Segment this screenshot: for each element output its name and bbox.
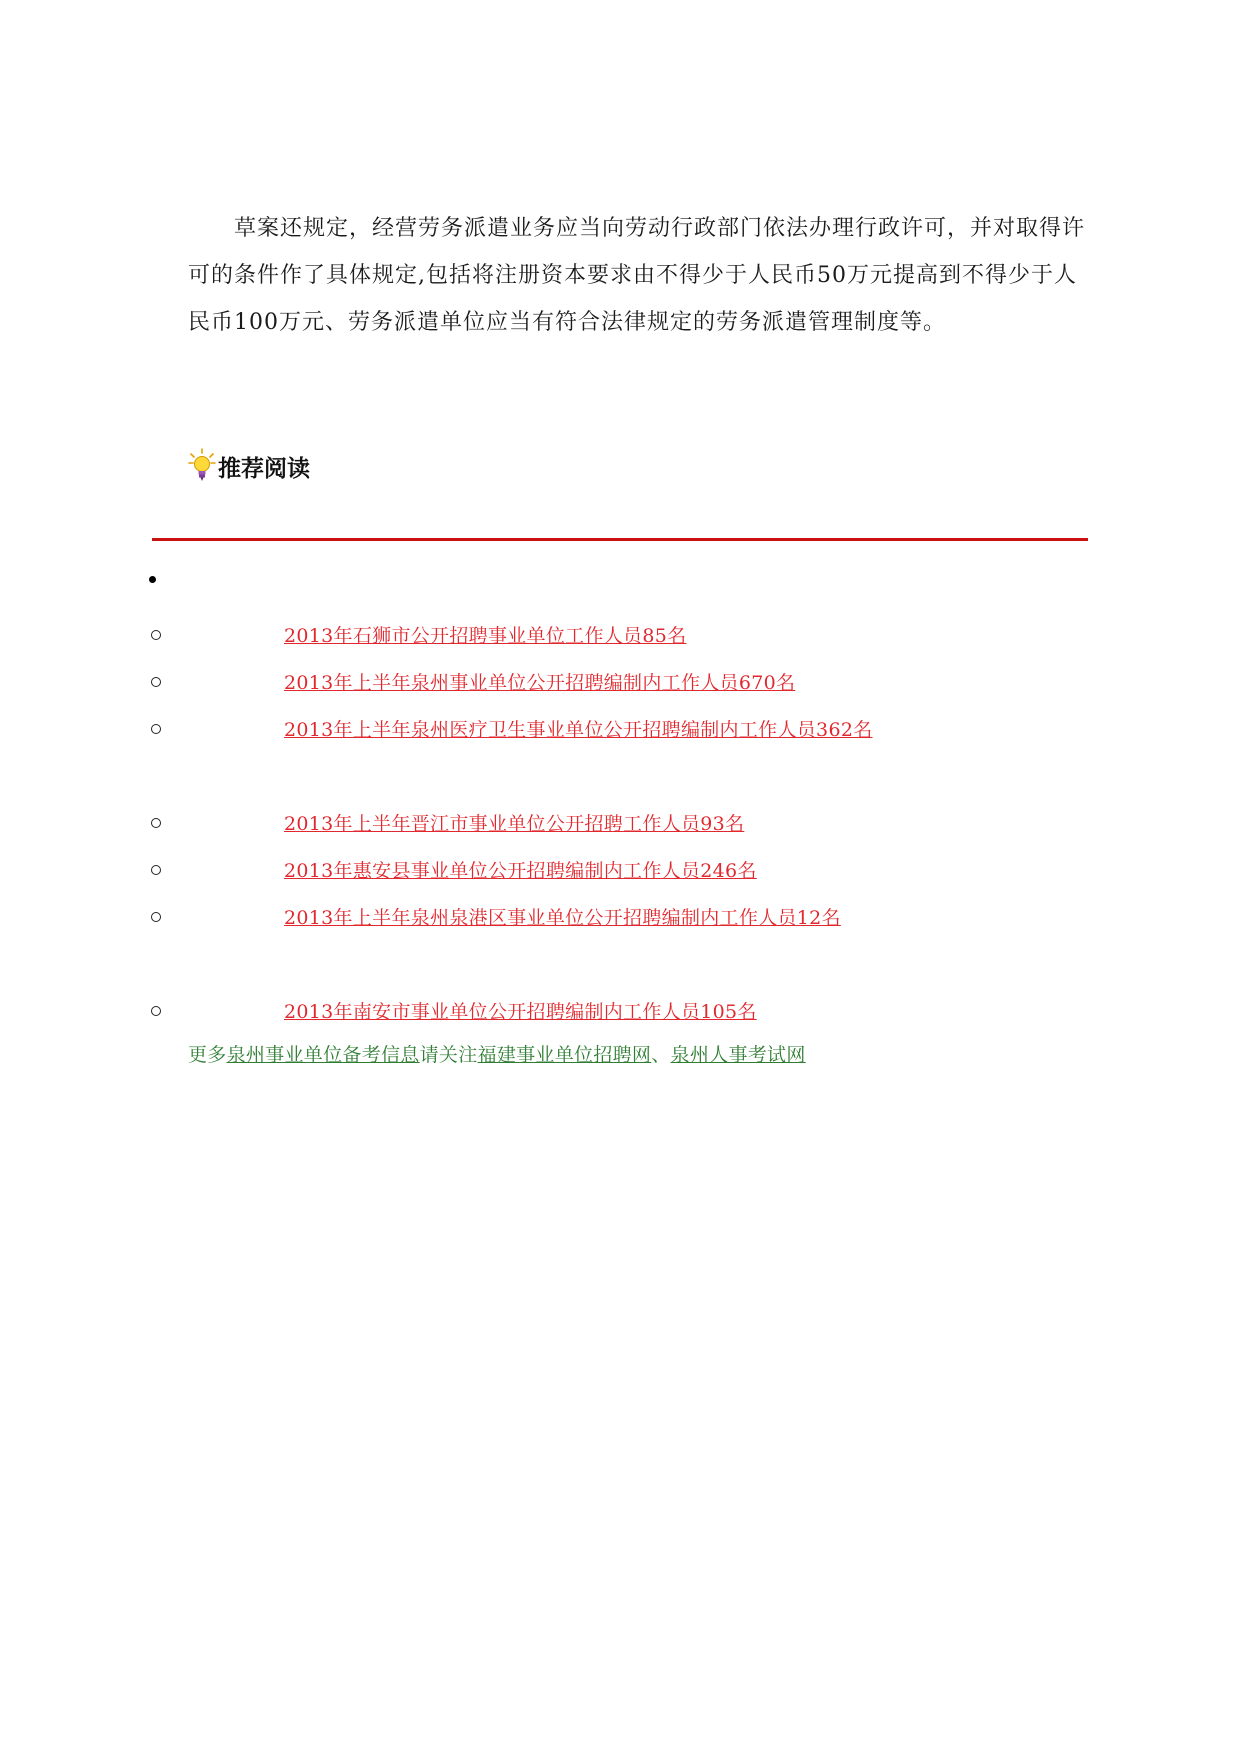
news-link-nanan[interactable]: 2013年南安市事业单位公开招聘编制内工作人员105名 — [284, 1001, 757, 1023]
circle-bullet-icon — [151, 1006, 161, 1016]
list-item — [0, 903, 1100, 933]
more-prefix: 更多 — [188, 1044, 227, 1066]
link-fujian-recruit-site[interactable]: 福建事业单位招聘网 — [477, 1044, 652, 1066]
recommend-heading — [188, 448, 310, 484]
circle-bullet-icon — [151, 865, 161, 875]
circle-bullet-icon — [151, 818, 161, 828]
more-info-line — [188, 1040, 806, 1067]
list-item — [0, 856, 1100, 886]
link-quanzhou-exam-info[interactable]: 泉州事业单位备考信息 — [226, 1044, 420, 1066]
news-link-quangang[interactable]: 2013年上半年泉州泉港区事业单位公开招聘编制内工作人员12名 — [284, 907, 841, 929]
news-link-huian[interactable]: 2013年惠安县事业单位公开招聘编制内工作人员246名 — [284, 860, 757, 882]
list-item — [0, 809, 1100, 839]
list-item — [0, 621, 1100, 651]
recommend-title: 推荐阅读 — [218, 455, 310, 482]
list-item — [0, 715, 1100, 745]
news-link-quanzhou-medical[interactable]: 2013年上半年泉州医疗卫生事业单位公开招聘编制内工作人员362名 — [284, 719, 873, 741]
article-paragraph: 草案还规定，经营劳务派遣业务应当向劳动行政部门依法办理行政许可，并对取得许可的条件作了具体规定,包括将注册资本要求由不得少于人民币50万元提高到不得少于人民币100万元、劳务派遣单位应当有符合法律规定的劳务派遣管理制度等。 — [188, 216, 1086, 335]
more-middle: 请关注 — [419, 1044, 478, 1066]
more-separator: 、 — [651, 1044, 671, 1066]
news-link-jinjiang[interactable]: 2013年上半年晋江市事业单位公开招聘工作人员93名 — [284, 813, 745, 835]
list-item — [0, 997, 1100, 1027]
list-bullet — [149, 576, 156, 583]
red-divider — [152, 538, 1088, 541]
circle-bullet-icon — [151, 912, 161, 922]
news-link-quanzhou-670[interactable]: 2013年上半年泉州事业单位公开招聘编制内工作人员670名 — [284, 672, 796, 694]
news-link-shishi[interactable]: 2013年石狮市公开招聘事业单位工作人员85名 — [284, 625, 687, 647]
circle-bullet-icon — [151, 630, 161, 640]
circle-bullet-icon — [151, 677, 161, 687]
list-item — [0, 668, 1100, 698]
lightbulb-icon — [188, 448, 216, 484]
circle-bullet-icon — [151, 724, 161, 734]
link-quanzhou-exam-site[interactable]: 泉州人事考试网 — [670, 1044, 806, 1066]
